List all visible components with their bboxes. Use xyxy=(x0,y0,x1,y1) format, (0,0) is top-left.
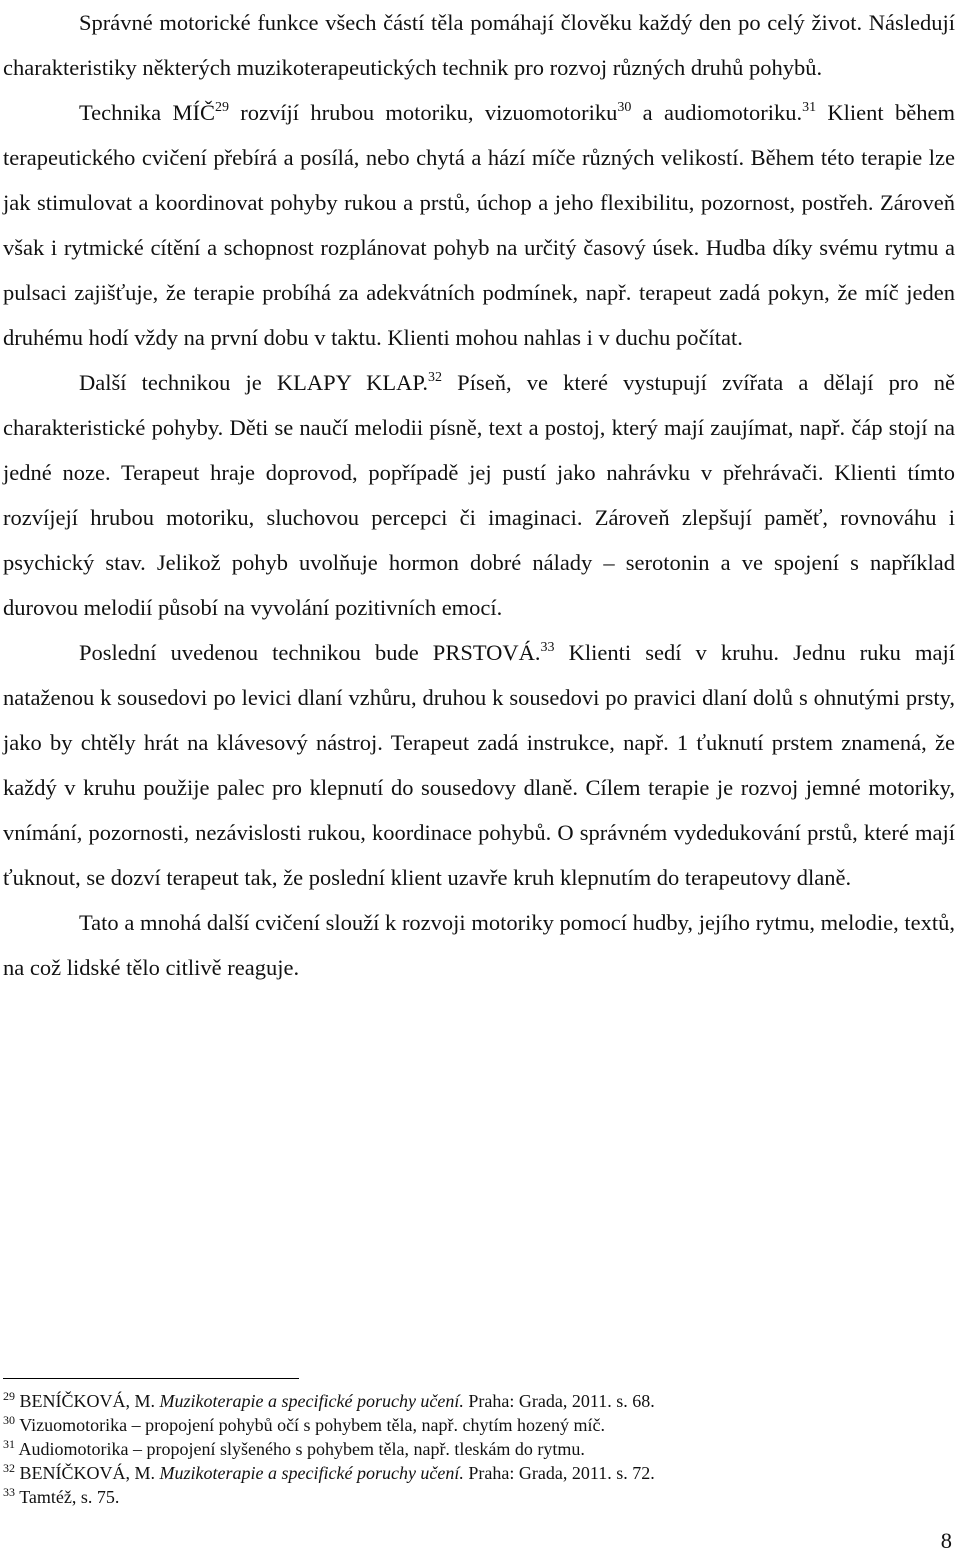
paragraph-mic-text-1: Technika MÍČ xyxy=(79,100,215,125)
footnote-author: BENÍČKOVÁ, M. xyxy=(19,1463,160,1483)
page-number: 8 xyxy=(940,1528,952,1553)
footnote-ref-30[interactable]: 30 xyxy=(617,100,632,115)
footnote-ref-32[interactable]: 32 xyxy=(428,370,443,385)
footnote-ref-31[interactable]: 31 xyxy=(802,100,817,115)
footnote-rest: Praha: Grada, 2011. s. 72. xyxy=(463,1463,655,1483)
footnote-number: 33 xyxy=(3,1485,15,1499)
footnote-32 xyxy=(3,1461,943,1485)
footnote-31 xyxy=(3,1437,943,1461)
footnote-30 xyxy=(3,1413,943,1437)
footnote-ref-29[interactable]: 29 xyxy=(214,100,229,115)
paragraph-mic-technique xyxy=(3,90,955,360)
footnote-ref-33[interactable]: 33 xyxy=(540,640,555,655)
paragraph-intro-text: Správné motorické funkce všech částí těla pomáhají člověku každý den po celý život. Následují charakteristiky některých muzikoterapeutických technik pro rozvoj různých druhů pohybů. xyxy=(3,10,955,80)
footnote-separator xyxy=(3,1378,299,1379)
footnote-author: BENÍČKOVÁ, M. xyxy=(19,1391,160,1411)
paragraph-conclusion xyxy=(3,900,955,990)
footnote-title: Muzikoterapie a specifické poruchy učení. xyxy=(159,1391,464,1411)
footnote-rest: Audiomotorika – propojení slyšeného s pohybem těla, např. tleskám do rytmu. xyxy=(18,1439,585,1459)
footnotes xyxy=(3,1389,943,1509)
paragraph-conclusion-text: Tato a mnohá další cvičení slouží k rozvoji motoriky pomocí hudby, jejího rytmu, melodie, textů, na což lidské tělo citlivě reaguje. xyxy=(3,910,955,980)
paragraph-klapy-text-1: Další technikou je KLAPY KLAP. xyxy=(79,370,429,395)
paragraph-intro xyxy=(3,0,955,90)
paragraph-klapy-text-2: Píseň, ve které vystupují zvířata a dělají pro ně charakteristické pohyby. Děti se naučí melodii písně, text a postoj, který mají zaujímat, např. čáp stojí na jedné noze. Terapeut hraje doprovod, popřípadě jej pustí jako nahrávku v přehrávači. Klienti tímto rozvíjejí hrubou motoriku, sluchovou percepci či imaginaci. Zároveň zlepšují paměť, rovnováhu i psychický stav. Jelikož pohyb uvolňuje hormon dobré nálady – serotonin a ve spojení s například durovou melodií působí na vyvolání pozitivních emocí. xyxy=(3,370,955,620)
paragraph-mic-text-4: Klient během terapeutického cvičení přebírá a posílá, nebo chytá a hází míče různých velikostí. Během této terapie lze jak stimulovat a koordinovat pohyby rukou a prstů, úchop a jeho flexibilitu, pozornost, postřeh. Zároveň však i rytmické cítění a schopnost rozplánovat pohyb na určitý časový úsek. Hudba díky svému rytmu a pulsaci zajišťuje, že terapie probíhá za adekvátních podmínek, např. terapeut zadá pokyn, že míč jeden druhému hodí vždy na první dobu v taktu. Klienti mohou nahlas i v duchu počítat. xyxy=(3,100,955,350)
footnote-number: 30 xyxy=(3,1413,15,1427)
footnote-title: Muzikoterapie a specifické poruchy učení. xyxy=(159,1463,464,1483)
footnote-number: 32 xyxy=(3,1461,15,1475)
body-text xyxy=(3,0,955,990)
footnote-29 xyxy=(3,1389,943,1413)
footnote-rest: Vizuomotorika – propojení pohybů očí s pohybem těla, např. chytím hozený míč. xyxy=(19,1415,605,1435)
paragraph-prstova-technique xyxy=(3,630,955,900)
footnote-number: 29 xyxy=(3,1389,15,1403)
footnote-rest: Tamtéž, s. 75. xyxy=(19,1487,120,1507)
paragraph-mic-text-3: a audiomotoriku. xyxy=(631,100,803,125)
paragraph-klapy-technique xyxy=(3,360,955,630)
footnote-rest: Praha: Grada, 2011. s. 68. xyxy=(463,1391,655,1411)
footnote-33 xyxy=(3,1485,943,1509)
footnote-number: 31 xyxy=(3,1437,15,1451)
paragraph-prstova-text-1: Poslední uvedenou technikou bude PRSTOVÁ. xyxy=(79,640,541,665)
paragraph-mic-text-2: rozvíjí hrubou motoriku, vizuomotoriku xyxy=(228,100,618,125)
paragraph-prstova-text-2: Klienti sedí v kruhu. Jednu ruku mají nataženou k sousedovi po levici dlaní vzhůru, druhou k sousedovi po pravici dlaní dolů s ohnutými prsty, jako by chtěly hrát na klávesový nástroj. Terapeut zadá instrukce, např. 1 ťuknutí prstem znamená, že každý v kruhu použije palec pro klepnutí do sousedovy dlaně. Cílem terapie je rozvoj jemné motoriky, vnímání, pozornosti, nezávislosti rukou, koordinace pohybů. O správném vydedukování prstů, které mají ťuknout, se dozví terapeut tak, že poslední klient uzavře kruh klepnutím do terapeutovy dlaně. xyxy=(3,640,956,890)
